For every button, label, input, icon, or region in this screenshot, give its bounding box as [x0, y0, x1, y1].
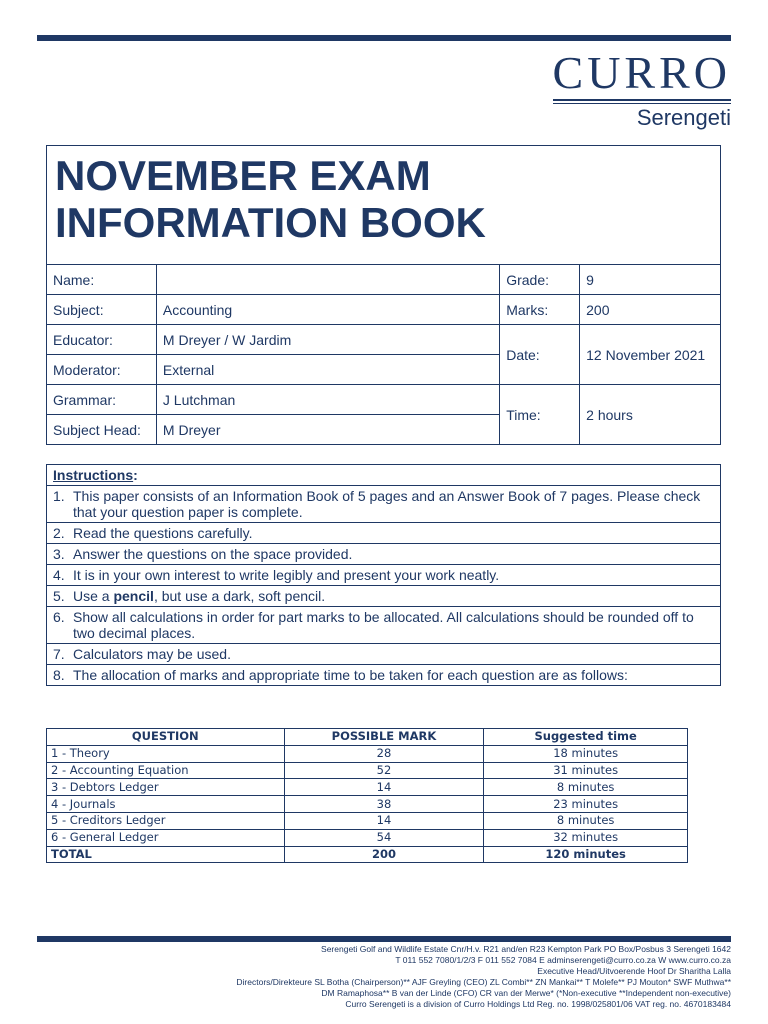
time-cell: 18 minutes [484, 745, 688, 762]
subject-head-value: M Dreyer [156, 415, 499, 445]
instruction-item [47, 586, 721, 607]
instruction-text [73, 588, 714, 604]
name-field[interactable] [156, 265, 499, 295]
instruction-number: 5. [53, 588, 65, 604]
footer-executive-head: Executive Head/Uitvoerende Hoof Dr Sharitha Lalla [537, 966, 731, 976]
table-row [47, 745, 688, 762]
grammar-label: Grammar: [47, 385, 157, 415]
time-cell: 8 minutes [484, 779, 688, 796]
instruction-text: Calculators may be used. [73, 646, 231, 662]
time-cell: 32 minutes [484, 829, 688, 846]
question-cell: 4 - Journals [47, 796, 285, 813]
question-cell: 6 - General Ledger [47, 829, 285, 846]
mark-cell: 54 [284, 829, 484, 846]
instruction-item [47, 486, 721, 523]
marks-label: Marks: [500, 295, 580, 325]
instruction-number: 2. [53, 525, 65, 541]
page-title [47, 146, 721, 265]
footer [37, 944, 731, 1010]
instruction-item [47, 607, 721, 644]
time-value: 2 hours [580, 385, 721, 445]
mark-cell: 28 [284, 745, 484, 762]
time-label: Time: [500, 385, 580, 445]
logo-brand: CURRO [552, 47, 731, 98]
instructions-heading-colon: : [133, 467, 138, 483]
question-cell: 3 - Debtors Ledger [47, 779, 285, 796]
grammar-value: J Lutchman [156, 385, 499, 415]
moderator-value: External [156, 355, 499, 385]
logo-campus: Serengeti [636, 105, 731, 130]
time-cell: 31 minutes [484, 762, 688, 779]
question-cell: 2 - Accounting Equation [47, 762, 285, 779]
grade-value: 9 [580, 265, 721, 295]
instruction-item [47, 644, 721, 665]
bottom-rule [37, 936, 731, 942]
instruction-number: 1. [53, 488, 65, 504]
curro-logo [552, 47, 731, 130]
table-row [47, 829, 688, 846]
instruction-text-pre: Use a [73, 588, 114, 604]
instructions-heading-text: Instructions [53, 467, 134, 483]
mark-cell: 52 [284, 762, 484, 779]
name-label: Name: [47, 265, 157, 295]
instruction-text: The allocation of marks and appropriate time to be taken for each question are as follows: [73, 667, 628, 683]
instructions-table [46, 464, 721, 686]
instruction-text-bold: pencil [113, 588, 154, 604]
table-row [47, 812, 688, 829]
total-marks: 200 [284, 846, 484, 863]
table-row [47, 796, 688, 813]
instruction-text-post: , but use a dark, soft pencil. [153, 588, 326, 604]
footer-registration: Curro Serengeti is a division of Curro Holdings Ltd Reg. no. 1998/025801/06 VAT reg. no. 4670183484 [345, 999, 731, 1009]
table-row [47, 762, 688, 779]
instruction-text: It is in your own interest to write legibly and present your work neatly. [73, 567, 500, 583]
educator-value: M Dreyer / W Jardim [156, 325, 499, 355]
mark-cell: 14 [284, 779, 484, 796]
marks-value: 200 [580, 295, 721, 325]
mark-cell: 38 [284, 796, 484, 813]
instruction-text: Answer the questions on the space provided. [73, 546, 353, 562]
instruction-text: Show all calculations in order for part marks to be allocated. All calculations should be rounded off to two decimal places. [73, 609, 694, 641]
instruction-number: 4. [53, 567, 65, 583]
subject-head-label: Subject Head: [47, 415, 157, 445]
educator-label: Educator: [47, 325, 157, 355]
instruction-number: 3. [53, 546, 65, 562]
subject-label: Subject: [47, 295, 157, 325]
exam-info-table [46, 145, 721, 445]
instruction-text: Read the questions carefully. [73, 525, 253, 541]
logo-rule-thin [553, 103, 731, 104]
instruction-item [47, 544, 721, 565]
total-row [47, 846, 688, 863]
instruction-number: 7. [53, 646, 65, 662]
date-label: Date: [500, 325, 580, 385]
footer-address: Serengeti Golf and Wildlife Estate Cnr/H.v. R21 and/en R23 Kempton Park PO Box/Posbus 3 Serengeti 1642 [321, 944, 731, 954]
total-time: 120 minutes [484, 846, 688, 863]
question-cell: 5 - Creditors Ledger [47, 812, 285, 829]
grade-label: Grade: [500, 265, 580, 295]
instruction-text: This paper consists of an Information Book of 5 pages and an Answer Book of 7 pages. Please check that your question paper is complete. [73, 488, 701, 520]
footer-contact: T 011 552 7080/1/2/3 F 011 552 7084 E adminserengeti@curro.co.za W www.curro.co.za [395, 955, 731, 965]
marks-allocation-table [46, 728, 688, 863]
top-rule [37, 35, 731, 41]
instruction-item [47, 565, 721, 586]
header-possible-mark: POSSIBLE MARK [284, 729, 484, 746]
time-cell: 23 minutes [484, 796, 688, 813]
total-label: TOTAL [47, 846, 285, 863]
title-line-2: INFORMATION BOOK [55, 199, 486, 246]
logo-rule [553, 99, 731, 101]
date-value: 12 November 2021 [580, 325, 721, 385]
question-cell: 1 - Theory [47, 745, 285, 762]
title-line-1: NOVEMBER EXAM [55, 152, 431, 199]
moderator-label: Moderator: [47, 355, 157, 385]
header-suggested-time: Suggested time [484, 729, 688, 746]
instruction-item [47, 523, 721, 544]
time-cell: 8 minutes [484, 812, 688, 829]
header-question: QUESTION [47, 729, 285, 746]
instruction-number: 6. [53, 609, 65, 625]
subject-value: Accounting [156, 295, 499, 325]
table-row [47, 779, 688, 796]
instruction-item [47, 665, 721, 686]
instruction-number: 8. [53, 667, 65, 683]
footer-directors-cont: DM Ramaphosa** B van der Linde (CFO) CR van der Merwe* (*Non-executive **Independent non-executive) [321, 988, 731, 998]
mark-cell: 14 [284, 812, 484, 829]
instructions-heading [47, 465, 721, 486]
footer-directors: Directors/Direkteure SL Botha (Chairperson)** AJF Greyling (CEO) ZL Combi** ZN Mankai** T Molefe** PJ Mouton* SWF Muthwa** [236, 977, 731, 987]
